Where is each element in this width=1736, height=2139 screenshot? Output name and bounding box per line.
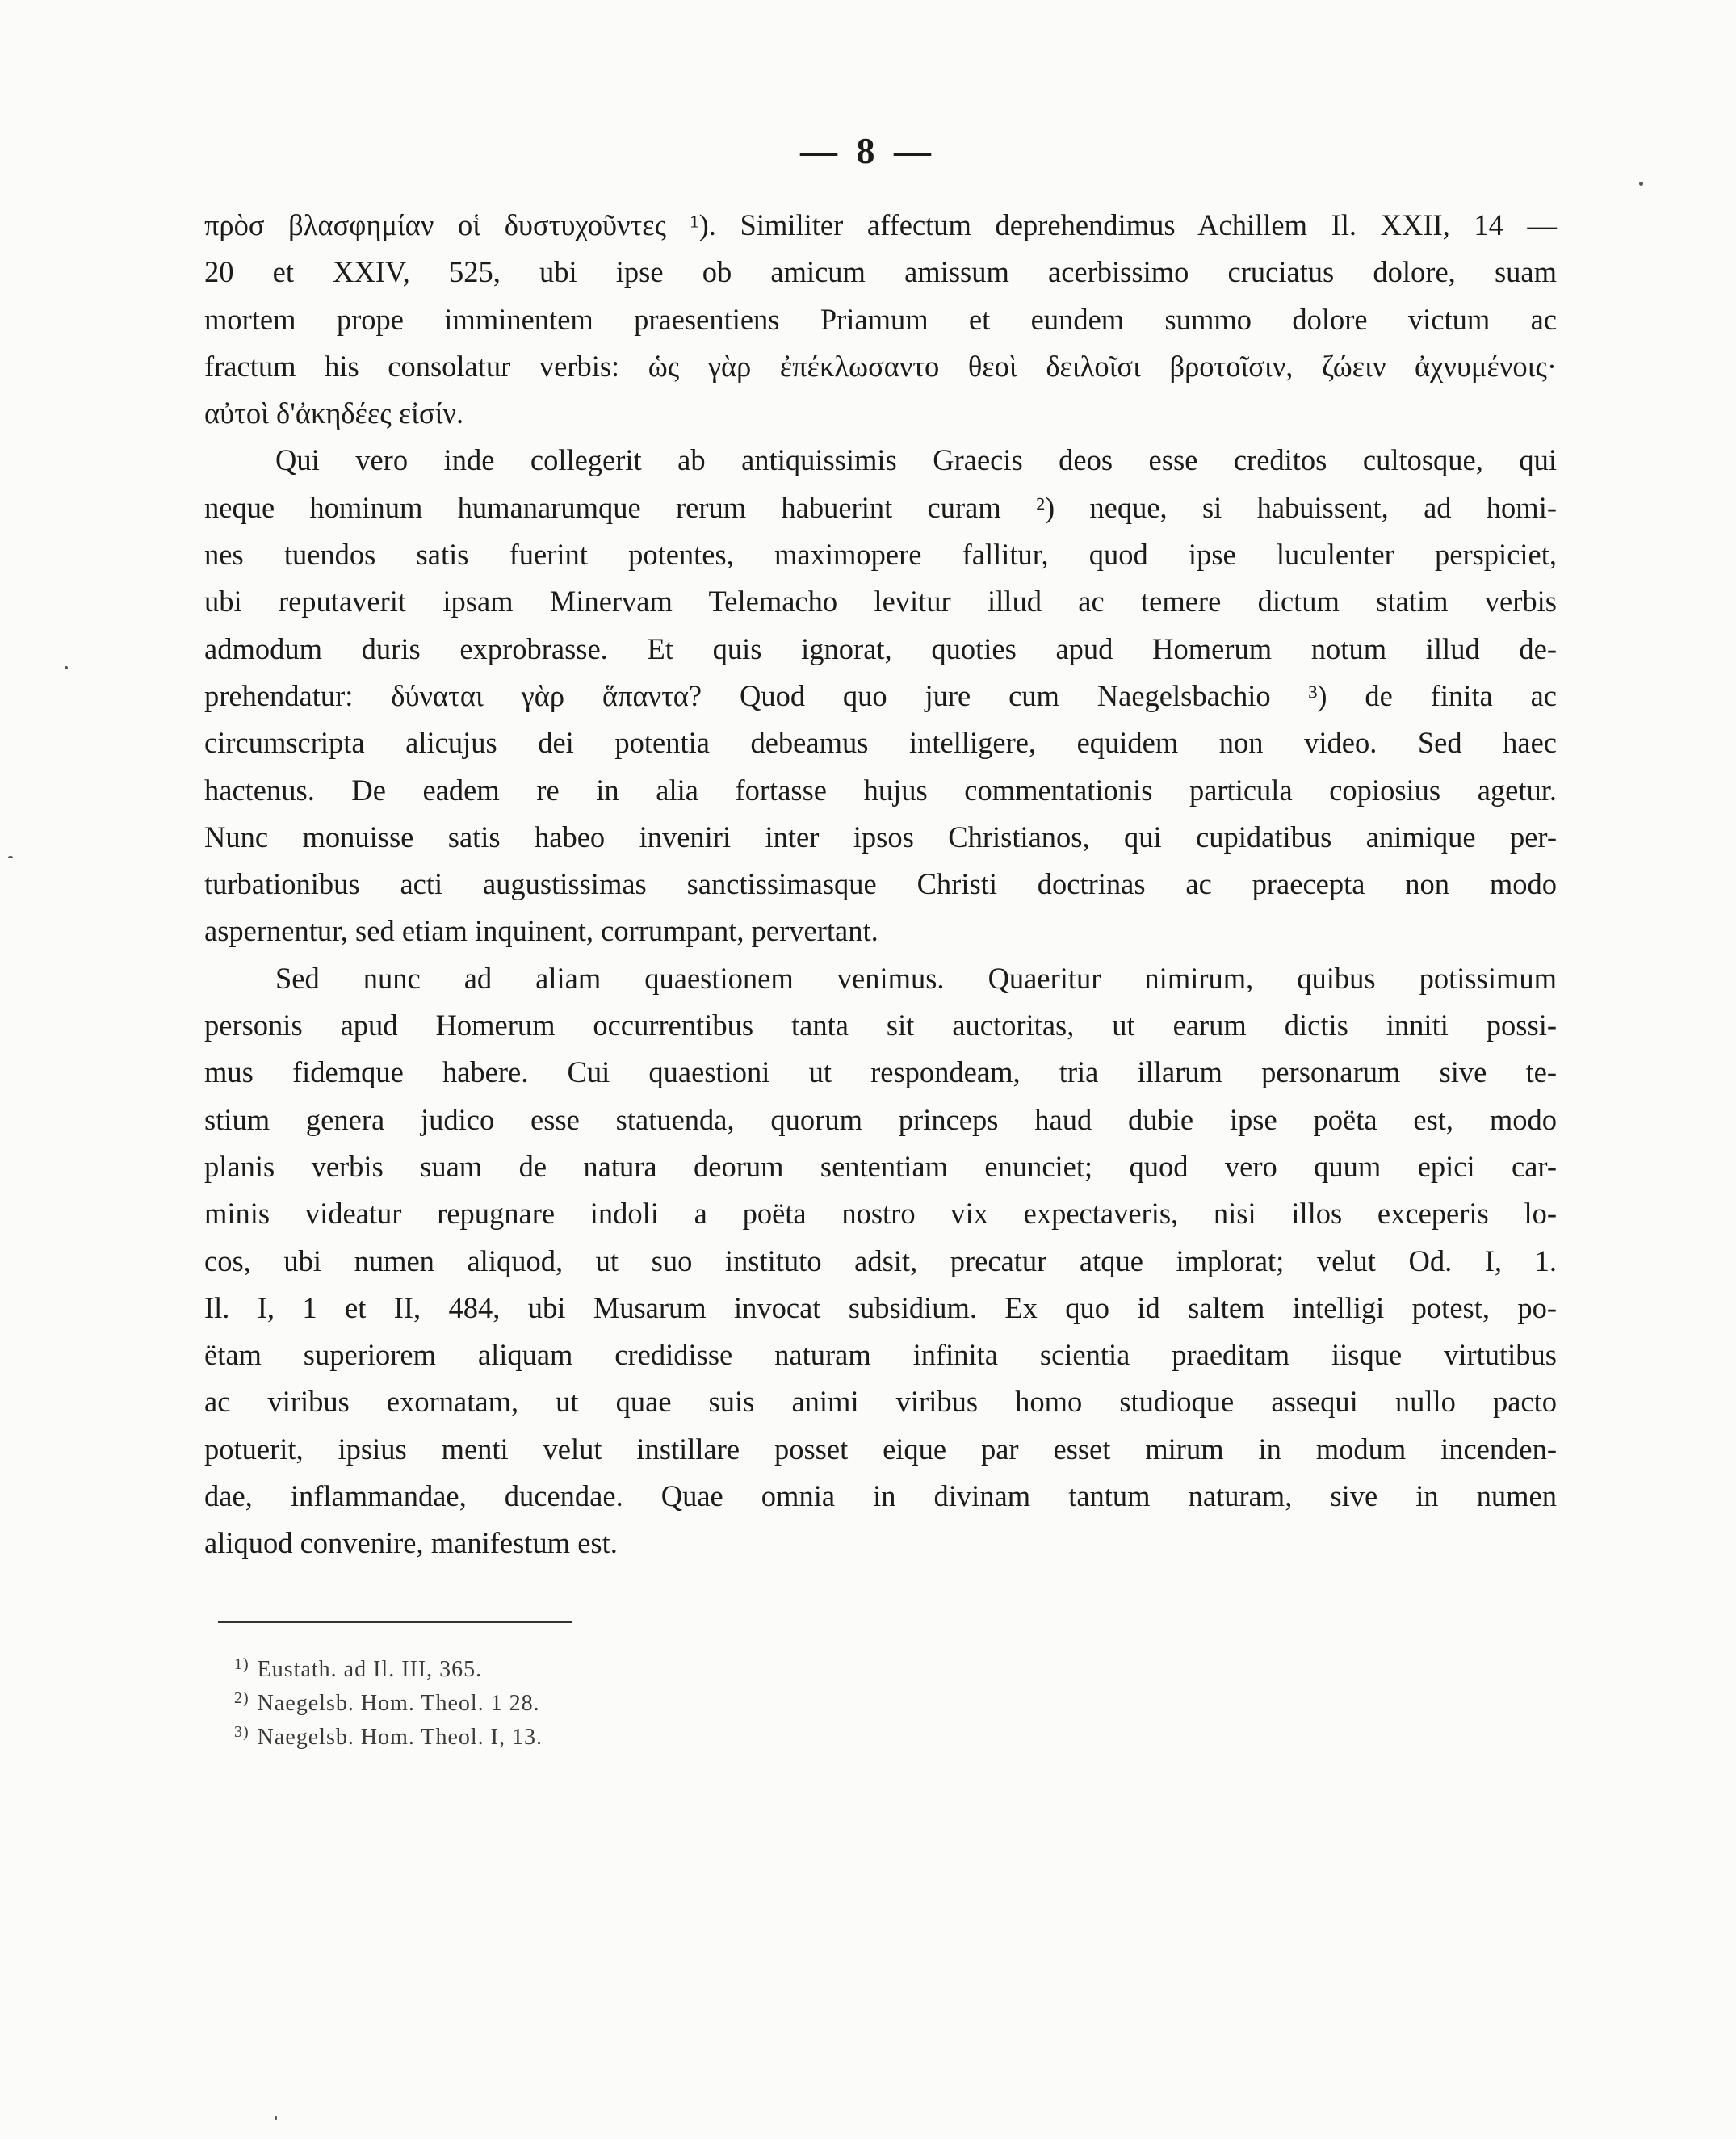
text-line: potuerit, ipsius menti velut instillare posset eique par esset mirum in modum incenden- (204, 1432, 1557, 1466)
text-line: αὐτοὶ δ'ἀκηδέες εἰσίν. (204, 396, 464, 430)
footnote-text: Naegelsb. Hom. Theol. 1 28. (257, 1691, 540, 1716)
text-line: ëtam superiorem aliquam credidisse naturam infinita scientia praeditam iisque virtutibus (204, 1338, 1557, 1372)
text-line: fractum his consolatur verbis: ὡς γὰρ ἐπέκλωσαντο θεοὶ δειλοῖσι βροτοῖσιν, ζώειν ἀχνυμένοις· (204, 349, 1557, 383)
scan-speck (275, 2116, 277, 2120)
footnote (234, 1647, 543, 1681)
text-line: aliquod convenire, manifestum est. (204, 1526, 618, 1560)
text-line: turbationibus acti augustissimas sanctissimasque Christi doctrinas ac praecepta non modo (204, 867, 1557, 901)
footnote-text: Eustath. ad Il. III, 365. (257, 1657, 483, 1682)
text-line: circumscripta alicujus dei potentia debeamus intelligere, equidem non video. Sed haec (204, 726, 1557, 760)
text-line: nes tuendos satis fuerint potentes, maximopere fallitur, quod ipse luculenter perspiciet, (204, 538, 1557, 572)
paragraph-start-line: Qui vero inde collegerit ab antiquissimis Graecis deos esse creditos cultosque, qui (275, 443, 1557, 477)
footnote-marker: 1) (234, 1655, 249, 1673)
scan-speck (8, 856, 13, 858)
scan-speck (1639, 182, 1643, 186)
text-line: hactenus. De eadem re in alia fortasse hujus commentationis particula copiosius agetur. (204, 773, 1557, 807)
text-line: planis verbis suam de natura deorum sententiam enunciet; quod vero quum epici car- (204, 1149, 1557, 1183)
text-line: neque hominum humanarumque rerum habuerint curam ²) neque, si habuissent, ad homi- (204, 490, 1557, 524)
footnote-marker: 2) (234, 1689, 249, 1707)
footnote-text: Naegelsb. Hom. Theol. I, 13. (257, 1725, 543, 1750)
footnote-marker: 3) (234, 1723, 249, 1741)
text-line: 20 et XXIV, 525, ubi ipse ob amicum amissum acerbissimo cruciatus dolore, suam (204, 255, 1557, 289)
footnote-divider (218, 1621, 572, 1623)
body-text (204, 202, 1557, 1567)
text-line: aspernentur, sed etiam inquinent, corrumpant, pervertant. (204, 914, 878, 948)
text-line: prehendatur: δύναται γὰρ ἅπαντα? Quod quo jure cum Naegelsbachio ³) de finita ac (204, 678, 1557, 712)
text-line: mus fidemque habere. Cui quaestioni ut respondeam, tria illarum personarum sive te- (204, 1055, 1557, 1089)
text-line: πρὸσ βλασφημίαν οἱ δυστυχοῦντες ¹). Similiter affectum deprehendimus Achillem Il. XXII, 14 — (204, 208, 1557, 241)
text-line: mortem prope imminentem praesentiens Priamum et eundem summo dolore victum ac (204, 302, 1557, 336)
paragraph-start-line: Sed nunc ad aliam quaestionem venimus. Quaeritur nimirum, quibus potissimum (275, 961, 1557, 995)
text-line: Il. I, 1 et II, 484, ubi Musarum invocat subsidium. Ex quo id saltem intelligi potest, po- (204, 1290, 1557, 1324)
footnote (234, 1715, 543, 1749)
text-line: ac viribus exornatam, ut quae suis animi viribus homo studioque assequi nullo pacto (204, 1385, 1557, 1419)
text-line: minis videatur repugnare indoli a poëta nostro vix expectaveris, nisi illos exceperis lo- (204, 1197, 1557, 1231)
footnote (234, 1681, 543, 1715)
text-line: Nunc monuisse satis habeo inveniri inter ipsos Christianos, qui cupidatibus animique per- (204, 820, 1557, 854)
text-line: personis apud Homerum occurrentibus tanta sit auctoritas, ut earum dictis inniti possi- (204, 1009, 1557, 1042)
footnotes (234, 1647, 543, 1749)
page-number: — 8 — (800, 130, 936, 171)
text-line: ubi reputaverit ipsam Minervam Telemacho levitur illud ac temere dictum statim verbis (204, 585, 1557, 619)
text-line: admodum duris exprobrasse. Et quis ignorat, quoties apud Homerum notum illud de- (204, 631, 1557, 665)
text-line: dae, inflammandae, ducendae. Quae omnia in divinam tantum naturam, sive in numen (204, 1479, 1557, 1513)
scan-speck (65, 666, 68, 669)
text-line: cos, ubi numen aliquod, ut suo instituto adsit, precatur atque implorat; velut Od. I, 1. (204, 1244, 1557, 1277)
text-line: stium genera judico esse statuenda, quorum princeps haud dubie ipse poëta est, modo (204, 1102, 1557, 1136)
